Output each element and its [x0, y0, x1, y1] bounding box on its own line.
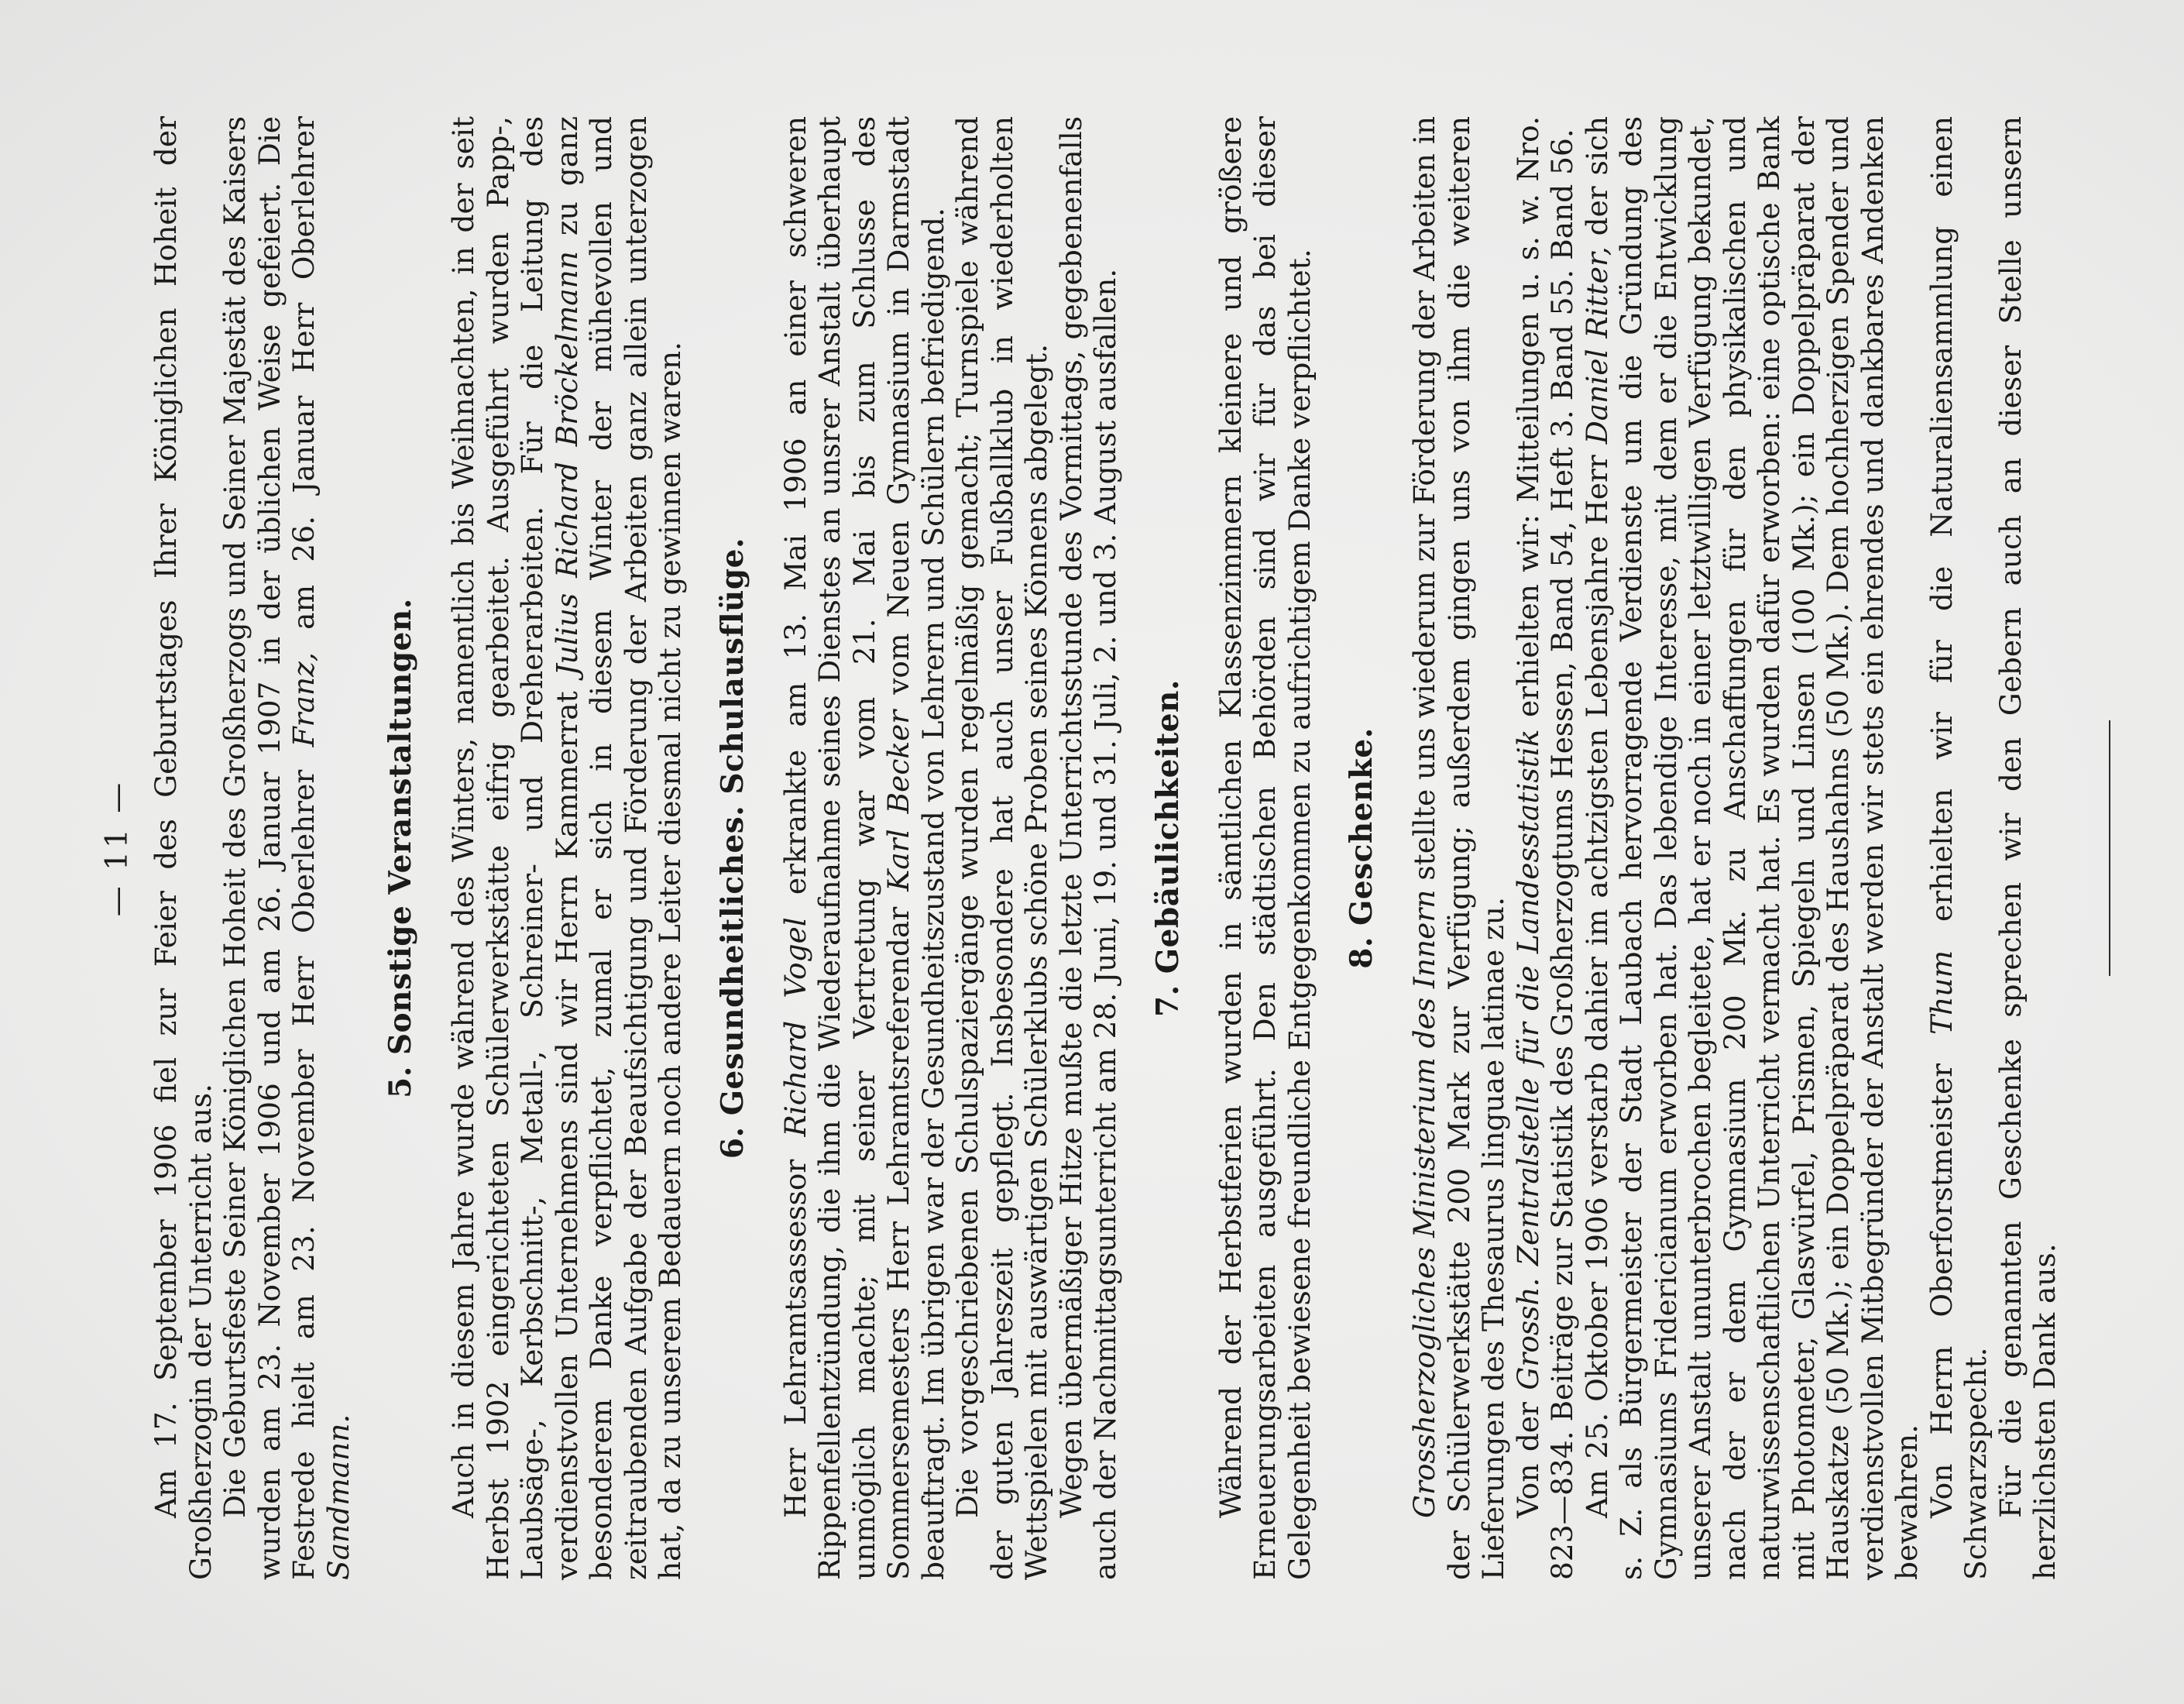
paragraph-renovations: Während der Herbstferien wurden in sämtlichen Klassenzimmern kleinere und größere Erneuerungsarbeiten ausgeführt. Den städtischen Behörden sind wir für das bei dieser Gelegenheit bewiesene freundliche Entgegenkommen zu aufrichtigem Danke verpflichtet.: [1213, 116, 1317, 1580]
section-heading-7: 7. Gebäulichkeiten.: [1149, 679, 1186, 1017]
name-broeckelmann: Julius Richard Bröckelmann: [549, 251, 584, 676]
name-vogel: Richard Vogel: [778, 917, 812, 1137]
section-heading-5: 5. Sonstige Veranstaltungen.: [383, 598, 418, 1098]
section-heading-8: 8. Geschenke.: [1344, 727, 1379, 969]
paragraph-thum-gift: Von Herrn Oberforstmeister Thum erhielten wir für die Naturaliensammlung einen Schwarzspecht.: [1924, 116, 1993, 1580]
page-number: — 11 —: [100, 779, 135, 917]
closing-rule: [2109, 720, 2110, 976]
name-zentralstelle: Grossh. Zentralstelle für die Landesstatistik: [1510, 729, 1545, 1390]
name-sandmann: Sandmann.: [321, 1414, 355, 1580]
document-page: [101, 116, 2083, 1580]
paragraph-workshop: Auch in diesem Jahre wurde während des Winters, namentlich bis Weihnachten, in der seit Herbst 1902 eingerichteten Schülerwerkstätte eifrig gearbeitet. Ausgeführt wurden Papp-, Laubsäge-, Kerbschnitt-, Metall-, Schreiner- und Dreherarbeiten. Für die Leitung des verdienstvollen Unternehmens sind wir Herrn Kammerrat Julius Richard Bröckelmann zu ganz besonderem Danke verpflichtet, zumal er sich in diesem Winter der mühevollen und zeitraubenden Aufgabe der Beaufsichtigung und Förderung der Arbeiten ganz allein unterzogen hat, da zu unserem Bedauern noch andere Leiter diesmal nicht zu gewinnen waren.: [446, 116, 687, 1580]
paragraph-birthday-grand-duchess: Am 17. September 1906 fiel zur Feier des Geburtstages Ihrer Königlichen Hoheit der Großherzogin der Unterricht aus.: [149, 116, 218, 1580]
name-becker: Karl Becker: [881, 709, 915, 892]
paragraph-heat-cancellation: Wegen übermäßiger Hitze mußte die letzte Unterrichtsstunde des Vormittags, gegebenenfalls auch der Nachmittagsunterricht am 28. Juni, 19. und 31. Juli, 2. und 3. August ausfallen.: [1053, 116, 1122, 1580]
paragraph-birthday-celebrations: Die Geburtsfeste Seiner Königlichen Hoheit des Großherzogs und Seiner Majestät des Kaisers wurden am 23. November 1906 und am 26. Januar 1907 in der üblichen Weise gefeiert. Die Festrede hielt am 23. November Herr Oberlehrer Franz, am 26. Januar Herr Oberlehrer Sandmann.: [218, 116, 355, 1580]
name-thum: Thum: [1924, 950, 1959, 1035]
paragraph-health: Herr Lehramtsassessor Richard Vogel erkrankte am 13. Mai 1906 an einer schweren Rippenfellentzündung, die ihm die Wiederaufnahme seines Dienstes an unsrer Anstalt überhaupt unmöglich machte; mit seiner Vertretung war vom 21. Mai bis zum Schlusse des Sommersemesters Herr Lehramtsreferendar Karl Becker vom Neuen Gymnasium in Darmstadt beauftragt. Im übrigen war der Gesundheitszustand von Lehrern und Schülern befriedigend.: [778, 115, 950, 1580]
paragraph-walks-sports: Die vorgeschriebenen Schulspaziergänge wurden regelmäßig gemacht; Turnspiele während der guten Jahreszeit gepflegt. Insbesondere hat auch unser Fußballklub in wiederholten Wettspielen mit auswärtigen Schülerklubs schöne Proben seines Könnens abgelegt.: [950, 116, 1053, 1580]
name-ritter: Daniel Ritter,: [1579, 246, 1614, 445]
paragraph-statistics-gift: Von der Grossh. Zentralstelle für die Landesstatistik erhielten wir: Mitteilungen u. s. w. Nro. 823—834. Beiträge zur Statistik des Großherzogtums Hessen, Band 54, Heft 3. Band 55. Band 56.: [1510, 115, 1579, 1580]
name-franz: Franz,: [287, 652, 321, 747]
paragraph-thanks: Für die genannten Geschenke sprechen wir den Gebern auch an dieser Stelle unsern herzlichsten Dank aus.: [1993, 116, 2062, 1580]
section-heading-6: 6. Gesundheitliches. Schulausflüge.: [714, 537, 750, 1159]
name-ministerium: Grossherzogliches Ministerium des Innern: [1407, 889, 1441, 1518]
paragraph-ritter-bequest: Am 25. Oktober 1906 verstarb dahier im achtzigsten Lebensjahre Herr Daniel Ritter, der sich s. Z. als Bürgermeister der Stadt Laubach hervorragende Verdienste um die Gründung des Gymnasiums Fridericianum erworben hat. Das lebendige Interesse, mit dem er die Entwicklung unserer Anstalt ununterbrochen begleitete, hat er noch in einer letztwilligen Verfügung bekundet, nach der er dem Gymnasium 200 Mk. zu Anschaffungen für den physikalischen und naturwissenschaftlichen Unterricht vermacht hat. Es wurden dafür erworben: eine optische Bank mit Photometer, Glaswürfel, Prismen, Spiegeln und Linsen (100 Mk.); ein Doppelpräparat der Hauskatze (50 Mk.); ein Doppelpräparat des Haushahns (50 Mk.). Dem hochherzigen Spender und verdienstvollen Mitbegründer der Anstalt werden wir stets ein ehrendes und dankbares Andenken bewahren.: [1579, 115, 1924, 1580]
paragraph-ministry-gift: Grossherzogliches Ministerium des Innern stellte uns wiederum zur Förderung der Arbeiten in der Schülerwerkstätte 200 Mark zur Verfügung; außerdem gingen uns von ihm die weiteren Lieferungen des Thesaurus linguae latinae zu.: [1407, 116, 1510, 1580]
